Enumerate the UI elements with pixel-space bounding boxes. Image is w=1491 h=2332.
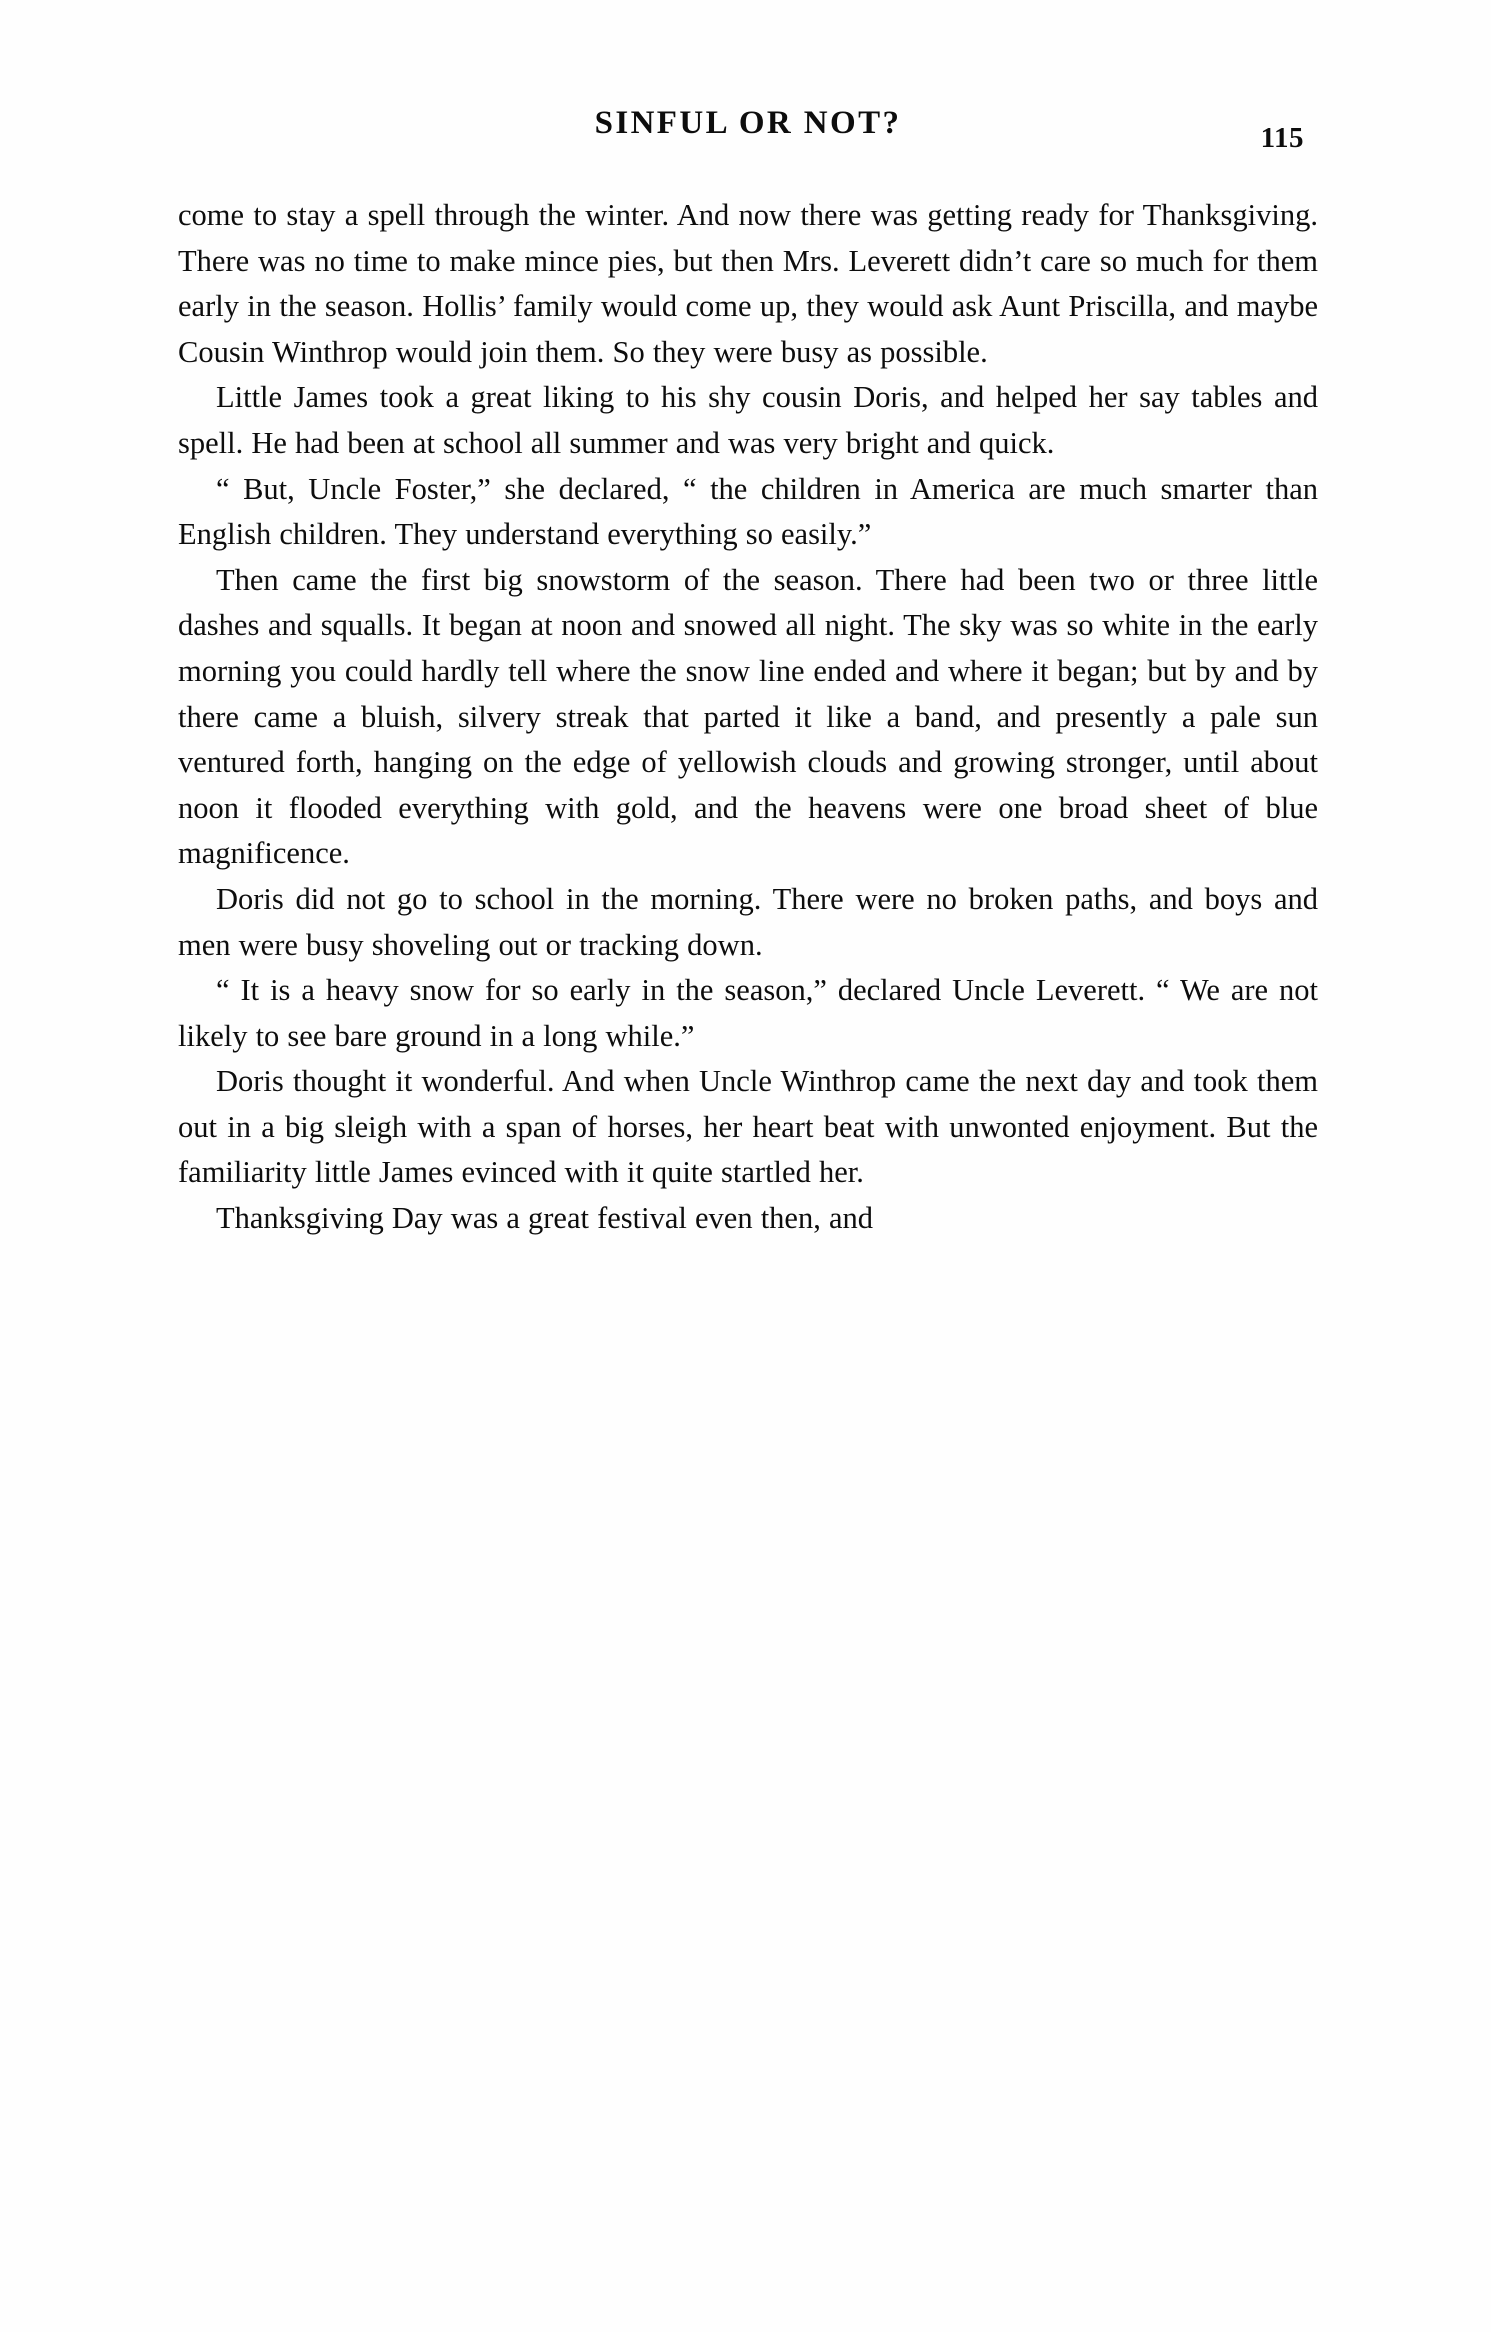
page-number: 115: [1260, 122, 1304, 154]
running-head: [178, 105, 1318, 157]
page-title: SINFUL OR NOT?: [594, 105, 902, 141]
paragraph: Doris thought it wonderful. And when Uncle Winthrop came the next day and took them out in a big sleigh with a span of horses, her heart beat with unwonted enjoyment. But the familiarity little James evinced with it quite startled her.: [178, 1064, 1318, 1190]
paragraph: “ It is a heavy snow for so early in the season,” declared Uncle Leverett. “ We are not likely to see bare ground in a long while.”: [178, 973, 1318, 1053]
paragraph: “ But, Uncle Foster,” she declared, “ the children in America are much smarter than English children. They understand everything so easily.”: [178, 471, 1318, 552]
paragraph: Little James took a great liking to his shy cousin Doris, and helped her say tables and spell. He had been at school all summer and was very bright and quick.: [178, 380, 1318, 460]
body-text: [178, 193, 1318, 1242]
paragraph: Then came the first big snowstorm of the season. There had been two or three little dashes and squalls. It began at noon and snowed all night. The sky was so white in the early morning you could hardly tell where the snow line ended and where it began; but by and by there came a bluish, silvery streak that parted it like a band, and presently a pale sun ventured forth, hanging on the edge of yellowish clouds and growing stronger, until about noon it flooded everything with gold, and the heavens were one broad sheet of blue magnificence.: [178, 562, 1318, 871]
paragraph: Thanksgiving Day was a great festival even then, and: [216, 1201, 873, 1236]
page-content: [178, 105, 1318, 1242]
paragraph: Doris did not go to school in the morning. There were no broken paths, and boys and men were busy shoveling out or tracking down.: [178, 881, 1318, 962]
paragraph: come to stay a spell through the winter. And now there was getting ready for Thanksgiving. There was no time to make mince pies, but then Mrs. Leverett didn’t care so much for them early in the season. Hollis’ family would come up, they would ask Aunt Priscilla, and maybe Cousin Winthrop would join them. So they were busy as possible.: [178, 198, 1318, 369]
